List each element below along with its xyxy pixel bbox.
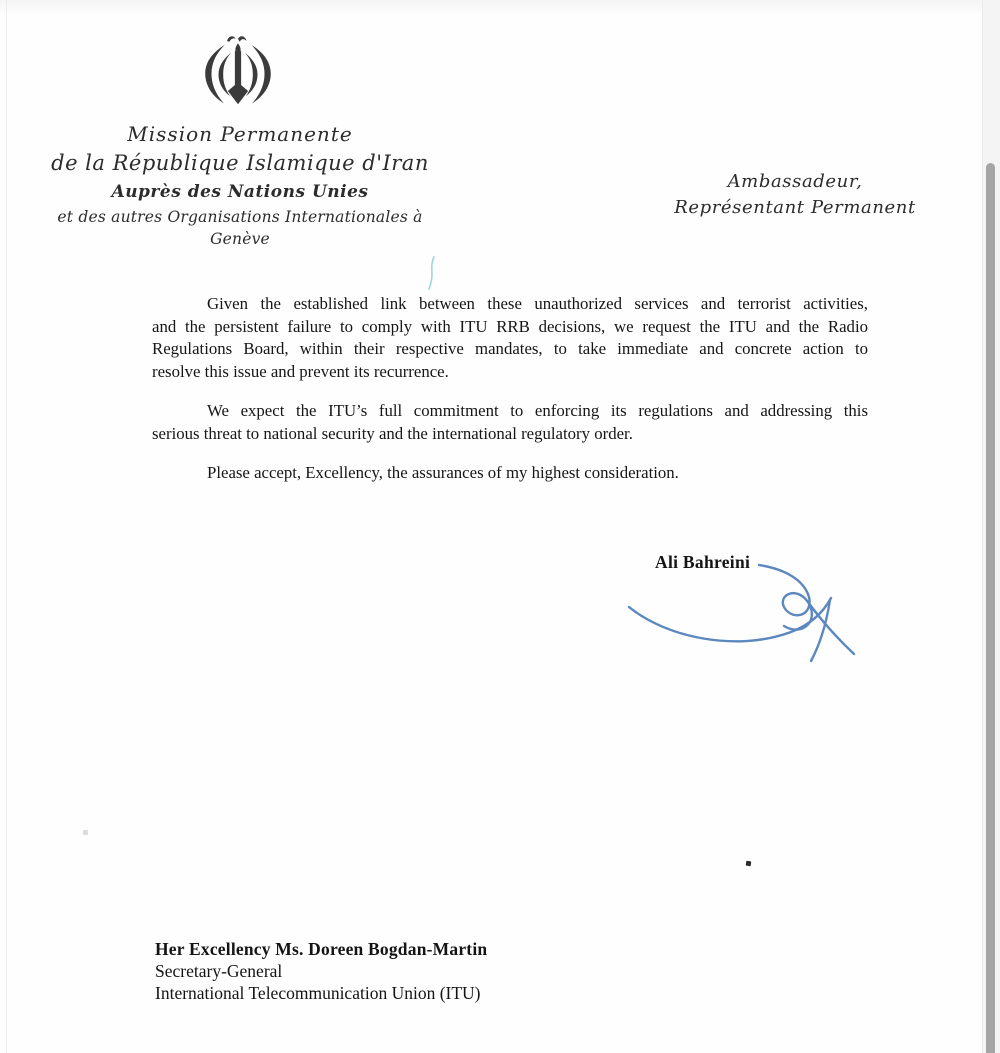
body-line: serious threat to national security and the international regulatory order. [152,423,633,443]
paragraph [152,293,868,383]
letterhead-line: Auprès des Nations Unies [111,182,369,202]
scrollbar-thumb[interactable] [986,163,995,1053]
body-line: and the persistent failure to comply with ITU RRB decisions, we request the ITU and the Radio [152,316,868,336]
recipient-title: Secretary-General [155,961,283,981]
scrollbar-track[interactable] [982,0,1000,1053]
scan-speck [83,830,88,835]
letter-body [152,293,868,485]
letterhead-line: de la République Islamique d'Iran [51,151,429,175]
body-line: Given the established link between these unauthorized services and terrorist activities, [207,294,868,313]
ambassador-title-line: Ambassadeur, [727,171,863,192]
body-line: Please accept, Excellency, the assurances of my highest consideration. [207,463,679,482]
recipient-organization: International Telecommunication Union (ITU) [155,983,481,1003]
recipient-name: Her Excellency Ms. Doreen Bogdan-Martin [155,939,488,959]
iran-emblem-icon [199,32,277,114]
scan-shade-top [0,0,1000,16]
ambassador-title-line: Représentant Permanent [674,197,916,218]
signatory-name: Ali Bahreini [655,552,751,572]
body-line: Regulations Board, within their respective mandates, to take immediate and concrete action to [152,339,868,358]
recipient-block [155,938,487,1004]
letterhead-line: Mission Permanente [127,122,353,146]
scan-edge-line [6,0,7,1053]
scan-artifact-teal [425,255,439,291]
paragraph [152,400,868,445]
ambassador-title-block [660,169,930,221]
body-line: resolve this issue and prevent its recurrence. [152,361,449,381]
body-line: We expect the ITU’s full commitment to enforcing its regulations and addressing this [207,401,868,420]
handwritten-signature [625,558,860,668]
letterhead-line: et des autres Organisations Internationales à Genève [57,208,423,248]
scan-speck [746,861,752,867]
letterhead-mission-block [30,121,450,250]
paragraph [152,462,868,485]
